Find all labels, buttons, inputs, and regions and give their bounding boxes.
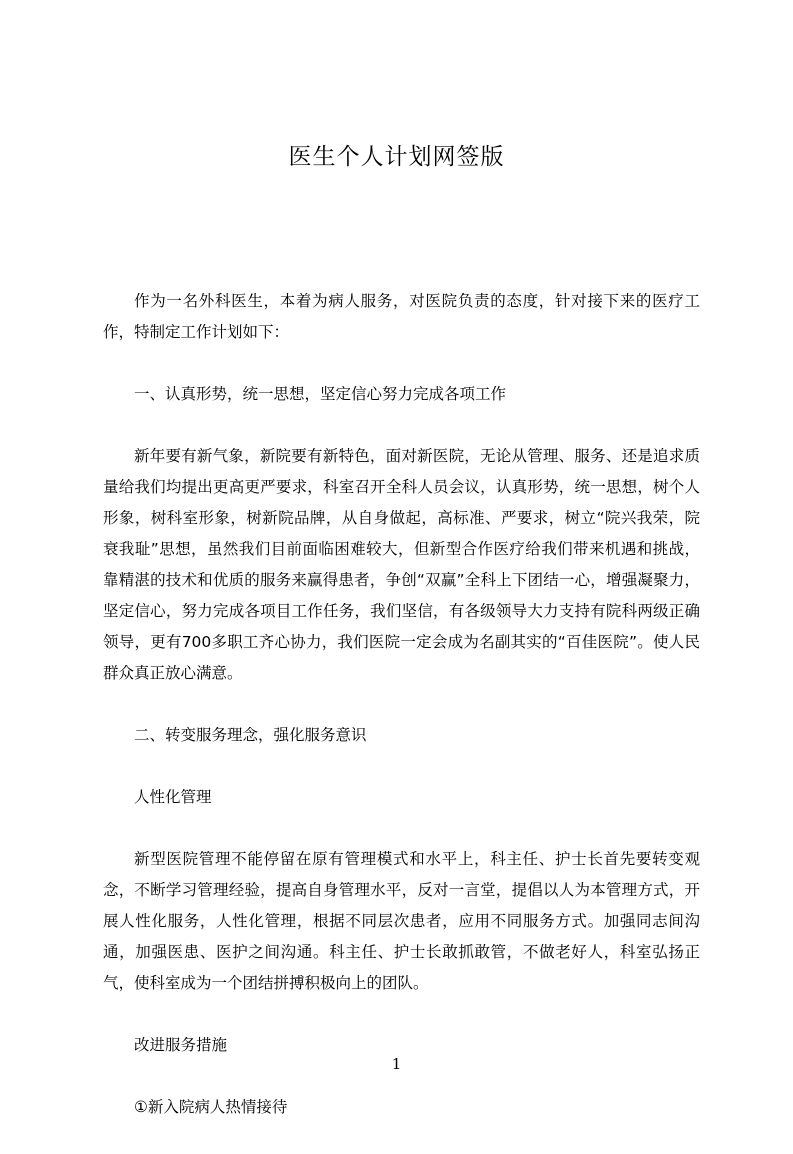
page-title: 医生个人计划网签版	[288, 144, 505, 170]
subheading-humanized-management: 人性化管理	[134, 788, 212, 806]
paragraph-humanized-management: 新型医院管理不能停留在原有管理模式和水平上，科主任、护士长首先要转变观念，不断学习管理经验，提高自身管理水平，反对一言堂，提倡以人为本管理方式，开展人性化服务，人性化管理，根据不同层次患者，应用不同服务方式。加强同志间沟通，加强医患、医护之间沟通。科主任、护士长敢抓敢管，不做老好人，科室弘扬正气，使科室成为一个团结拼搏积极向上的团队。	[103, 850, 700, 992]
paragraph-intro: 作为一名外科医生，本着为病人服务，对医院负责的态度，针对接下来的医疗工作，特制定工作计划如下：	[103, 292, 700, 341]
subheading-improve-service: 改进服务措施	[134, 1036, 228, 1054]
document-body	[103, 286, 700, 1154]
page-number: 1	[391, 1055, 402, 1073]
paragraph-section-1: 新年要有新气象，新院要有新特色，面对新医院，无论从管理、服务、还是追求质量给我们均提出更高更严要求，科室召开全科人员会议，认真形势，统一思想，树个人形象，树科室形象，树新院品牌，从自身做起，高标准、严要求，树立“院兴我荣，院衰我耻”思想，虽然我们目前面临困难较大，但新型合作医疗给我们带来机遇和挑战，靠精湛的技术和优质的服务来赢得患者，争创“双赢”全科上下团结一心，增强凝聚力，坚定信心，努力完成各项目工作任务，我们坚信，有各级领导大力支持有院科两级正确领导，更有700多职工齐心协力，我们医院一定会成为名副其实的“百佳医院”。使人民群众真正放心满意。	[103, 447, 700, 682]
section-heading-2: 二、转变服务理念，强化服务意识	[134, 726, 367, 744]
list-item-1: ①新入院病人热情接待	[134, 1098, 288, 1116]
section-heading-1: 一、认真形势，统一思想，坚定信心努力完成各项工作	[134, 385, 507, 403]
